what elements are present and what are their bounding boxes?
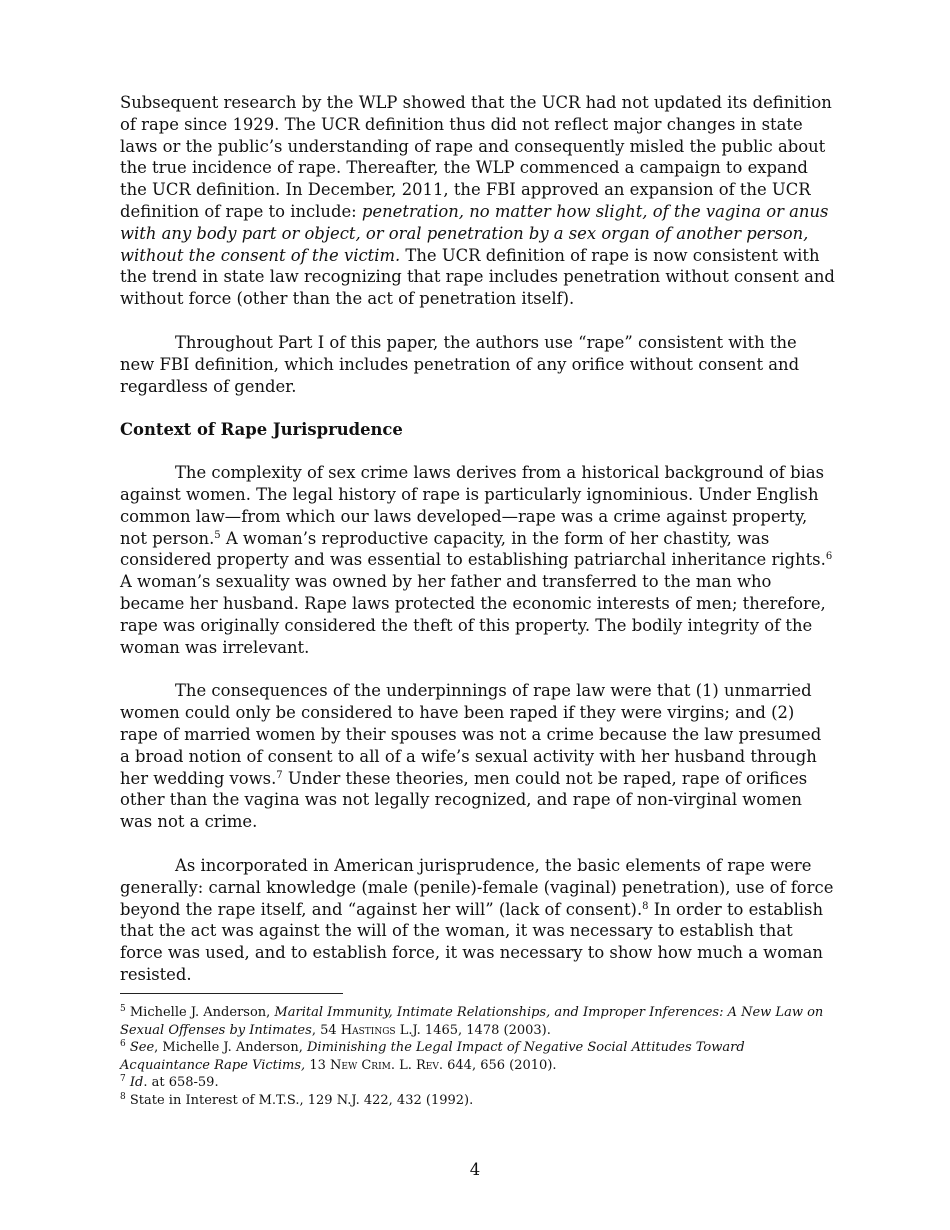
paragraph-text: The UCR definition of rape is now consistent with the trend in state law recognizing that rape includes penetration without consent and without force (other than the act of penetration itself). <box>120 245 835 309</box>
paragraph-text: In order to establish that the act was against the will of the woman, it was necessary to establish that force was used, and to establish force, it was necessary to show how much a woman resisted. <box>120 899 824 984</box>
body-text <box>120 92 835 1008</box>
section-heading: Context of Rape Jurisprudence <box>120 420 403 440</box>
footnote-number: 5 <box>120 1004 126 1014</box>
page-number: 4 <box>469 1160 481 1179</box>
footnote-text: . at 658-59. <box>143 1075 219 1090</box>
footnote-divider <box>120 993 343 994</box>
footnote-text: , Michelle J. Anderson, <box>154 1040 307 1055</box>
paragraph-text: A woman’s reproductive capacity, in the form of her chastity, was considered property and was essential to establishing patriarchal inheritance rights. <box>120 528 826 570</box>
paragraph-consequences <box>120 680 835 833</box>
footnote-number: 6 <box>120 1039 126 1049</box>
footnote-text: . L. <box>390 1057 417 1073</box>
footnotes <box>120 993 835 1109</box>
footnote-5 <box>120 1004 835 1039</box>
footnote-6 <box>120 1039 835 1074</box>
footnote-journal: New Crim <box>330 1057 391 1073</box>
paragraph-legal-history <box>120 462 835 658</box>
footnote-signal: See <box>125 1040 155 1055</box>
footnote-ref-7[interactable]: 7 <box>276 769 283 781</box>
fbi-definition-quote: penetration, no matter how slight, of the vagina or anus with any body part or object, or oral penetration by a sex organ of another person, without the consent of the victim. <box>120 201 829 265</box>
footnote-8 <box>120 1092 835 1110</box>
paragraph-ucr-definition <box>120 92 835 310</box>
footnote-text: 13 <box>305 1057 331 1073</box>
paragraph-text: The complexity of sex crime laws derives from a historical background of bias against women. The legal history of rape is particularly ignominious. Under English common law—from which our laws developed—rape was a crime against property, not person. <box>120 463 824 548</box>
footnote-text: L.J. 1465, 1478 (2003). <box>395 1022 551 1038</box>
footnote-journal: Hastings <box>340 1022 396 1038</box>
paragraph-text: As incorporated in American jurisprudence, the basic elements of rape were generally: carnal knowledge (male (penile)-female (vaginal) penetration), use of force beyond the rape itself, and “against her will” (lack of consent). <box>120 855 834 919</box>
paragraph-text: The consequences of the underpinnings of rape law were that (1) unmarried women could only be considered to have been raped if they were virgins; and (2) rape of married women by their spouses was not a crime because the law presumed a broad notion of consent to all of a wife’s sexual activity with her husband through her wedding vows. <box>120 681 822 788</box>
paragraph-usage-note: Throughout Part I of this paper, the authors use “rape” consistent with the new FBI definition, which includes penetration of any orifice without consent and regardless of gender. <box>120 332 800 396</box>
paragraph-text: A woman’s sexuality was owned by her father and transferred to the man who became her husband. Rape laws protected the economic interests of men; therefore, rape was originally considered the theft of this property. The bodily integrity of the woman was irrelevant. <box>120 572 826 657</box>
paragraph-text: Subsequent research by the WLP showed that the UCR had not updated its definition of rape since 1929. The UCR definition thus did not reflect major changes in state laws or the public’s understanding of rape and consequently misled the public about the true incidence of rape. Thereafter, the WLP commenced a campaign to expand the UCR definition. In December, 2011, the FBI approved an expansion of the UCR definition of rape to include: <box>120 93 832 221</box>
footnote-number: 8 <box>120 1091 126 1102</box>
footnote-ref-6[interactable]: 6 <box>825 551 833 563</box>
footnote-journal: Rev <box>416 1057 439 1073</box>
footnote-text: . 644, 656 (2010). <box>438 1057 557 1073</box>
paragraph-text: Under these theories, men could not be raped, rape of orifices other than the vagina was not legally recognized, and rape of non-virginal women was not a crime. <box>120 768 808 832</box>
footnote-text: , 54 <box>311 1022 341 1038</box>
paragraph-american-jurisprudence <box>120 855 835 986</box>
footnote-article-title: Marital Immunity, Intimate Relationships, and Improper Inferences: A New Law on Sexual Offenses by Intimates <box>120 1005 824 1038</box>
footnote-ref-8[interactable]: 8 <box>642 900 649 912</box>
footnote-text: State in Interest of M.T.S., 129 N.J. 422, 432 (1992). <box>125 1092 474 1108</box>
footnote-article-title: Diminishing the Legal Impact of Negative Social Attitudes Toward Acquaintance Rape Victims, <box>120 1040 745 1073</box>
footnote-7 <box>120 1074 835 1092</box>
footnote-number: 7 <box>120 1074 126 1084</box>
footnote-ref-5[interactable]: 5 <box>214 529 221 541</box>
footnote-text: Michelle J. Anderson, <box>125 1005 275 1020</box>
footnote-signal: Id <box>125 1075 144 1090</box>
